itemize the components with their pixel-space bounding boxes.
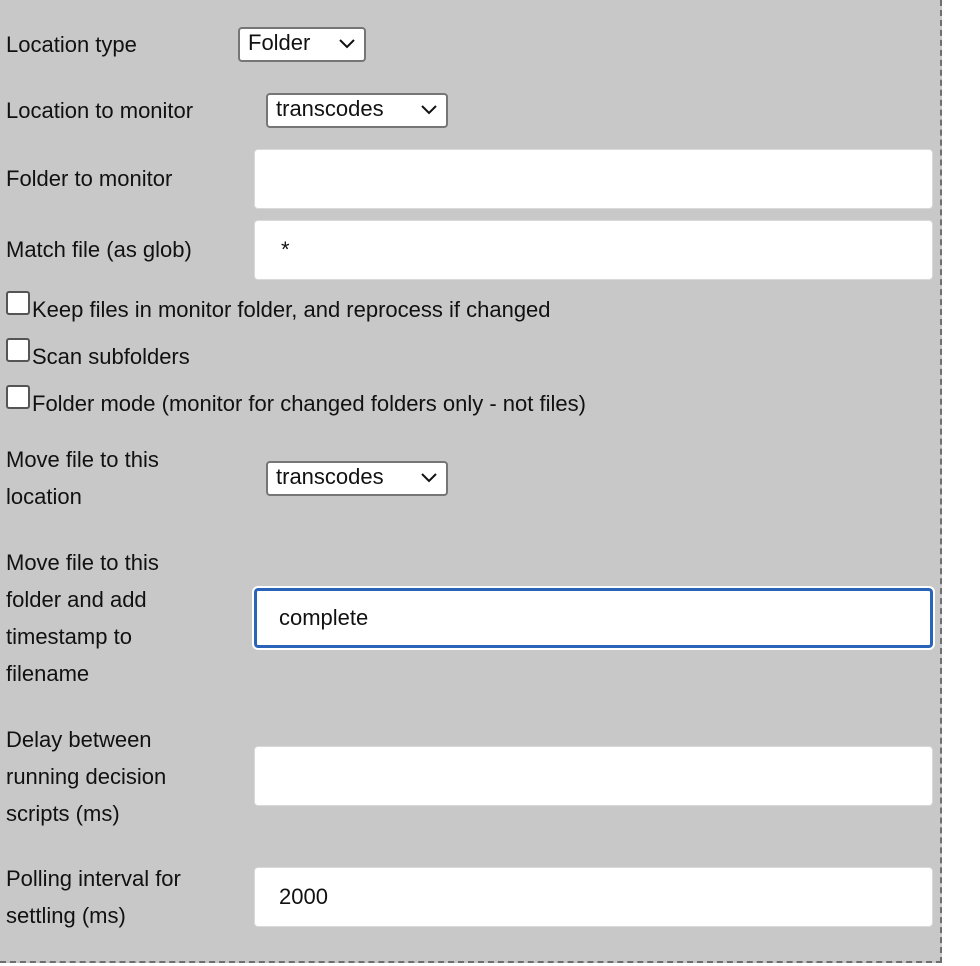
- move-folder-label-line: timestamp to: [6, 624, 132, 649]
- polling-label: [6, 860, 181, 934]
- keep-files-checkbox[interactable]: [6, 291, 30, 315]
- move-location-label-line: Move file to this: [6, 447, 159, 472]
- move-folder-label-line: Move file to this: [6, 550, 159, 575]
- folder-to-monitor-input[interactable]: [254, 149, 933, 209]
- delay-input[interactable]: [254, 746, 933, 806]
- folder-mode-checkbox[interactable]: [6, 385, 30, 409]
- location-to-monitor-label: Location to monitor: [6, 98, 194, 123]
- location-type-value: Folder: [248, 30, 311, 55]
- match-file-label: Match file (as glob): [6, 237, 192, 262]
- scan-subfolders-checkbox-row[interactable]: [6, 342, 190, 372]
- chevron-down-icon: [338, 33, 356, 53]
- polling-input[interactable]: 2000: [254, 867, 933, 927]
- delay-label: [6, 721, 166, 832]
- location-to-monitor-select[interactable]: [266, 93, 448, 128]
- move-folder-label-line: filename: [6, 661, 90, 686]
- move-location-label: [6, 441, 159, 515]
- move-folder-label: [6, 544, 159, 692]
- delay-label-line: Delay between: [6, 727, 152, 752]
- folder-mode-checkbox-row[interactable]: [6, 389, 586, 419]
- location-type-label: Location type: [6, 32, 137, 57]
- scan-subfolders-checkbox[interactable]: [6, 338, 30, 362]
- polling-label-line: Polling interval for: [6, 866, 181, 891]
- move-location-value: transcodes: [276, 464, 384, 489]
- folder-mode-label: Folder mode (monitor for changed folders only - not files): [32, 391, 586, 416]
- polling-label-line: settling (ms): [6, 903, 126, 928]
- match-file-input[interactable]: *: [254, 220, 933, 280]
- chevron-down-icon: [420, 467, 438, 487]
- scan-subfolders-label: Scan subfolders: [32, 344, 190, 369]
- location-to-monitor-value: transcodes: [276, 96, 384, 121]
- keep-files-label: Keep files in monitor folder, and reprocess if changed: [32, 297, 551, 322]
- move-folder-label-line: folder and add: [6, 587, 147, 612]
- delay-label-line: scripts (ms): [6, 801, 120, 826]
- chevron-down-icon: [420, 99, 438, 119]
- delay-label-line: running decision: [6, 764, 167, 789]
- location-type-select[interactable]: [238, 27, 366, 62]
- keep-files-checkbox-row[interactable]: [6, 295, 551, 325]
- move-location-label-line: location: [6, 484, 82, 509]
- move-location-select[interactable]: [266, 461, 448, 496]
- folder-to-monitor-label: Folder to monitor: [6, 166, 173, 191]
- move-folder-input[interactable]: complete: [254, 588, 933, 648]
